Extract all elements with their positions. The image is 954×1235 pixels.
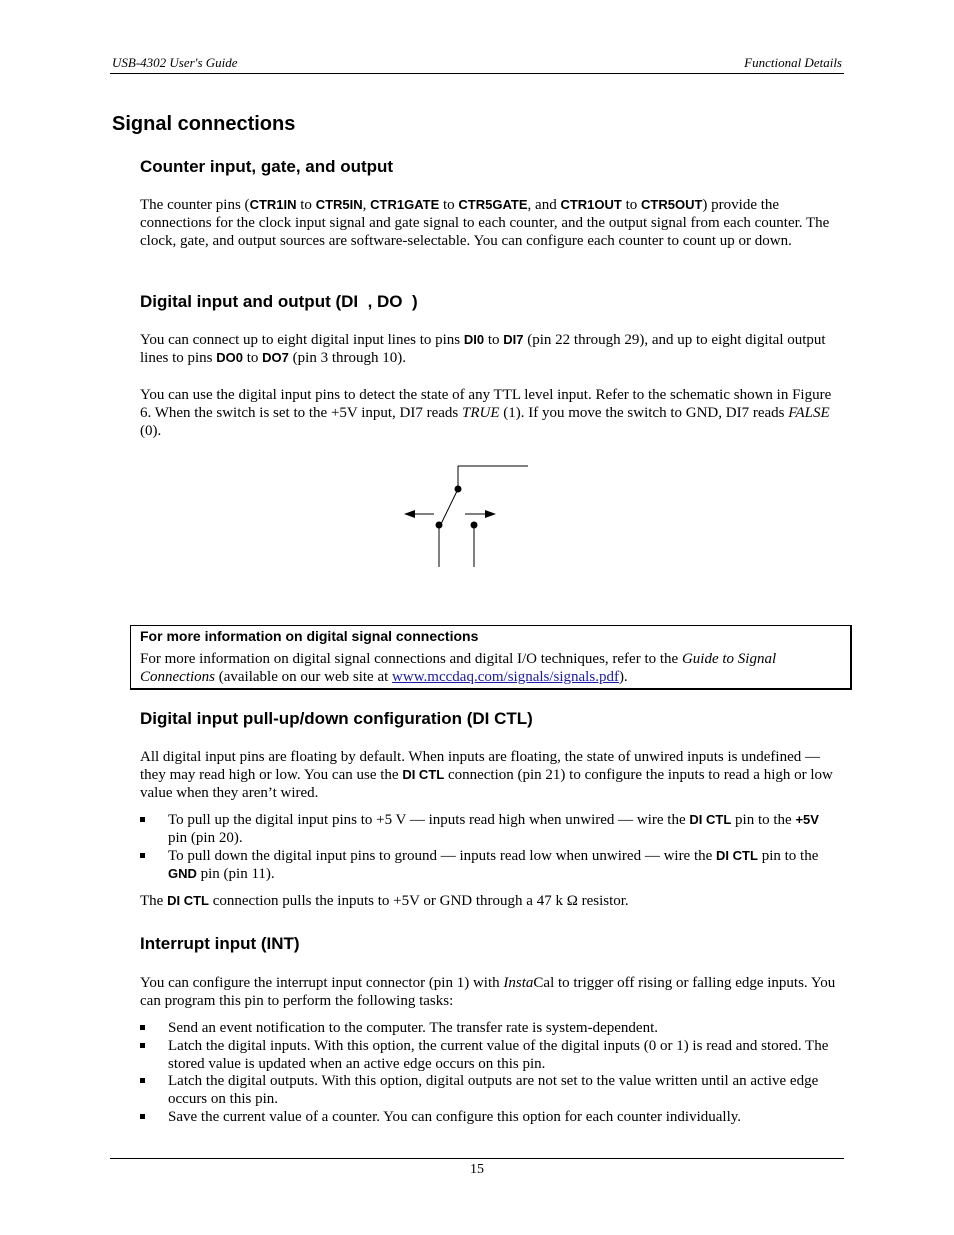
info-box bbox=[130, 625, 852, 690]
info-box-title: For more information on digital signal connections bbox=[140, 628, 479, 644]
bullet-text: Save the current value of a counter. You can configure this option for each counter individually. bbox=[168, 1109, 742, 1125]
interrupt-bullet-4 bbox=[140, 1108, 840, 1126]
bullet-text: To pull up the digital input pins to +5 V — inputs read high when unwired — wire the DI CTL pin to the +5V pin (pin 20). bbox=[168, 812, 819, 846]
interrupt-bullet-2 bbox=[140, 1037, 840, 1073]
pullup-paragraph-1: All digital input pins are floating by default. When inputs are floating, the state of unwired inputs is undefined —they may read high or low. You can use the DI CTL connection (pin 21) to configure the inputs to read a high or low value when they aren’t wired. bbox=[140, 749, 833, 801]
info-box-text: For more information on digital signal connections and digital I/O techniques, refer to the Guide to Signal Connections (available on our web site at www.mccdaq.com/signals/signals.pdf). bbox=[140, 651, 777, 685]
digital-io-heading: Digital input and output (DI , DO ) bbox=[140, 292, 418, 311]
bullet-square bbox=[140, 1025, 145, 1030]
bullet-square bbox=[140, 1114, 145, 1119]
interrupt-paragraph: You can configure the interrupt input connector (pin 1) with InstaCal to trigger off rising or falling edge inputs. You can program this pin to perform the following tasks: bbox=[140, 975, 836, 1009]
left-arrow-head bbox=[404, 510, 415, 518]
running-header-right: Functional Details bbox=[744, 55, 842, 70]
bullet-square bbox=[140, 853, 145, 858]
interrupt-bullet-1 bbox=[140, 1019, 840, 1037]
counter-heading: Counter input, gate, and output bbox=[140, 157, 394, 176]
header-rule bbox=[110, 73, 844, 74]
bullet-square bbox=[140, 1043, 145, 1048]
bullet-text: Latch the digital outputs. With this option, digital outputs are not set to the value written until an active edge occurs on this pin. bbox=[168, 1073, 819, 1107]
counter-paragraph: The counter pins (CTR1IN to CTR5IN, CTR1GATE to CTR5GATE, and CTR1OUT to CTR5OUT) provide the connections for the clock input signal and gate signal to each counter, and the output signal from each counter. The clock, gate, and output sources are software-selectable. You can configure each counter to count up or down. bbox=[140, 197, 830, 249]
pullup-heading: Digital input pull-up/down configuration (DI CTL) bbox=[140, 709, 533, 728]
signals-guide-link[interactable]: www.mccdaq.com/signals/signals.pdf bbox=[392, 669, 619, 685]
switch-schematic bbox=[395, 460, 535, 572]
digital-io-paragraph-2: You can use the digital input pins to detect the state of any TTL level input. Refer to the schematic shown in Figure 6. When the switch is set to the +5V input, DI7 reads TRUE (1). If you move the switch to GND, DI7 reads FALSE (0). bbox=[140, 387, 832, 439]
switch-blade bbox=[441, 489, 458, 524]
section-title: Signal connections bbox=[112, 113, 296, 135]
pullup-bullet-1 bbox=[140, 811, 840, 847]
interrupt-bullet-3 bbox=[140, 1072, 840, 1108]
footer-rule bbox=[110, 1158, 844, 1159]
bullet-square bbox=[140, 817, 145, 822]
page-number: 15 bbox=[470, 1162, 484, 1177]
bullet-text: To pull down the digital input pins to ground — inputs read low when unwired — wire the DI CTL pin to the GND pin (pin 11). bbox=[168, 848, 819, 882]
digital-io-paragraph-1: You can connect up to eight digital input lines to pins DI0 to DI7 (pin 22 through 29), and up to eight digital output lines to pins DO0 to DO7 (pin 3 through 10). bbox=[140, 332, 826, 366]
running-header-left: USB-4302 User's Guide bbox=[112, 55, 238, 70]
interrupt-heading: Interrupt input (INT) bbox=[140, 934, 300, 953]
right-arrow-head bbox=[485, 510, 496, 518]
bullet-text: Latch the digital inputs. With this option, the current value of the digital inputs (0 or 1) is read and stored. The stored value is updated when an active edge occurs on this pin. bbox=[168, 1038, 829, 1072]
pullup-bullet-2 bbox=[140, 847, 840, 883]
pullup-paragraph-2: The DI CTL connection pulls the inputs to +5V or GND through a 47 k Ω resistor. bbox=[140, 893, 629, 909]
bullet-square bbox=[140, 1078, 145, 1083]
bullet-text: Send an event notification to the computer. The transfer rate is system-dependent. bbox=[168, 1020, 658, 1036]
